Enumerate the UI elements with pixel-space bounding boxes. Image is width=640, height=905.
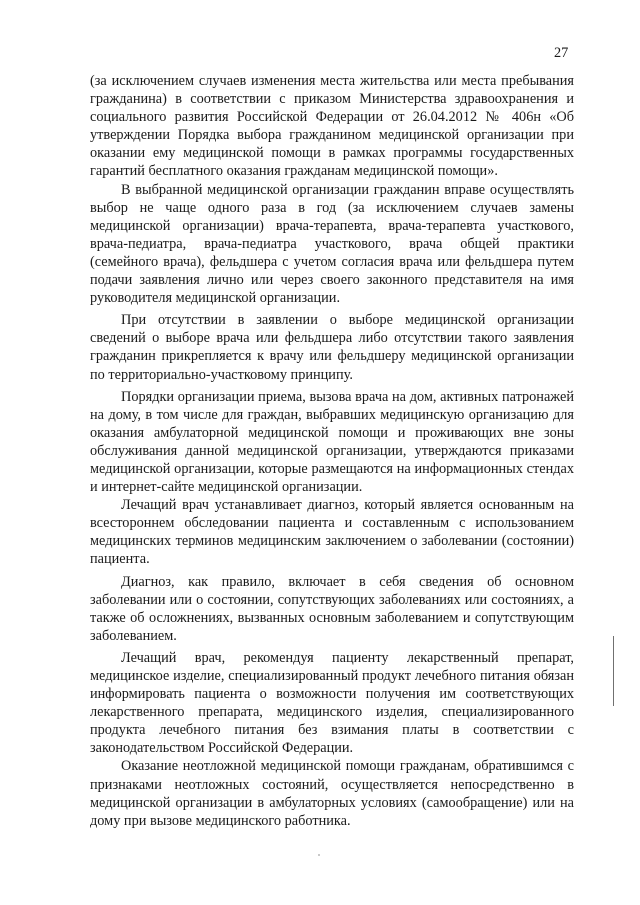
paragraph-diagnosis-contents: Диагноз, как правило, включает в себя сведения об основном заболевании или о состоянии, сопутствующих заболеваниях или состояниях, а также об осложнениях, вызванных основным заболеванием и сопутствующим заболеванием. bbox=[90, 573, 574, 644]
paragraph-urgent-care: Оказание неотложной медицинской помощи гражданам, обратившимся с признаками неотложных состояний, осуществляется непосредственно в медицинской организации в амбулаторных условиях (самообращение) или на дому при вызове медицинского работника. bbox=[90, 758, 574, 829]
paragraph-territorial-attachment: При отсутствии в заявлении о выборе медицинской организации сведений о выборе врача или фельдшера либо отсутствии такого заявления гражданин прикрепляется к врачу или фельдшеру медицинской организации по территориально-участковому принципу. bbox=[90, 312, 574, 383]
paragraph-choice-order-continuation: (за исключением случаев изменения места жительства или места пребывания гражданина) в соответствии с приказом Министерства здравоохранения и социального развития Российской Федерации от 26.04.2012 № 406н «Об утверждении Порядка выбора гражданином медицинской организации при оказании ему медицинской помощи в рамках программы государственных гарантий бесплатного оказания гражданам медицинской помощи». bbox=[90, 73, 574, 180]
margin-line-mark bbox=[613, 636, 614, 706]
paragraph-diagnosis-establishment: Лечащий врач устанавливает диагноз, который является основанным на всестороннем обследовании пациента и составленным с использованием медицинских терминов медицинским заключением о заболевании (состоянии) пациента. bbox=[90, 497, 574, 568]
scan-speck bbox=[318, 854, 320, 856]
paragraph-reception-procedures: Порядки организации приема, вызова врача на дом, активных патронажей на дому, в том числе для граждан, выбравших медицинскую организацию для оказания амбулаторной медицинской помощи и проживающих вне зоны обслуживания данной медицинской организации, утверждаются приказами медицинской организации, которые размещаются на информационных стендах и интернет-сайте медицинской организации. bbox=[90, 388, 574, 496]
paragraph-drug-recommendation: Лечащий врач, рекомендуя пациенту лекарственный препарат, медицинское изделие, специализированный продукт лечебного питания обязан информировать пациента о возможности получения им соответствующих лекарственного препарата, медицинского изделия, специализированного продукта лечебного питания без взимания платы в соответствии с законодательством Российской Федерации. bbox=[90, 649, 574, 757]
document-body bbox=[90, 72, 574, 830]
page-number: 27 bbox=[554, 45, 569, 61]
paragraph-doctor-selection: В выбранной медицинской организации гражданин вправе осуществлять выбор не чаще одного раза в год (за исключением случаев замены медицинской организации) врача-терапевта, врача-терапевта участкового, врача-педиатра, врача-педиатра участкового, врача общей практики (семейного врача), фельдшера с учетом согласия врача или фельдшера путем подачи заявления лично или через своего законного представителя на имя руководителя медицинской организации. bbox=[90, 181, 574, 307]
